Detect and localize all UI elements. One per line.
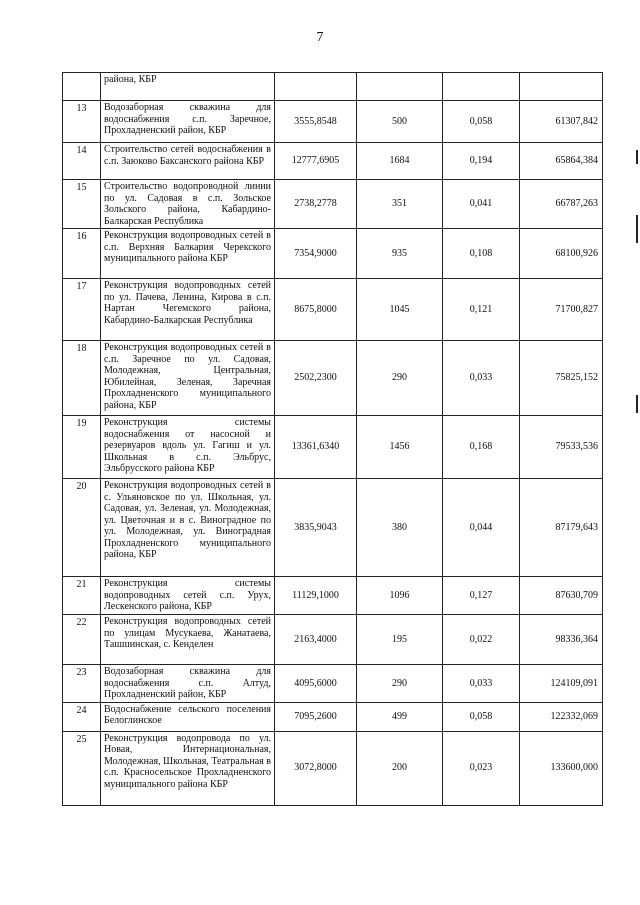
- cost-value: 3072,8000: [275, 731, 357, 805]
- table-cell: [357, 73, 443, 101]
- continuation-row: [63, 73, 603, 101]
- row-number: 19: [63, 416, 101, 479]
- ratio-value: 0,041: [443, 180, 520, 229]
- cost-value: 2738,2778: [275, 180, 357, 229]
- row-number: 16: [63, 229, 101, 279]
- page-number: 7: [316, 30, 324, 45]
- project-name: Реконструкция водопроводных сетей в с.п. Верхняя Балкария Черекского муниципального района КБР: [101, 229, 275, 279]
- table-row: [63, 665, 603, 703]
- cost-value: 7354,9000: [275, 229, 357, 279]
- ratio-value: 0,194: [443, 143, 520, 180]
- table-cell: [275, 73, 357, 101]
- ratio-value: 0,033: [443, 341, 520, 416]
- count-value: 351: [357, 180, 443, 229]
- cost-value: 3555,8548: [275, 101, 357, 143]
- row-number: 24: [63, 702, 101, 731]
- unit-cost-value: 61307,842: [520, 101, 603, 143]
- count-value: 1096: [357, 577, 443, 615]
- cost-value: 2163,4000: [275, 615, 357, 665]
- scan-edge-mark: [636, 150, 638, 164]
- ratio-value: 0,168: [443, 416, 520, 479]
- unit-cost-value: 87630,709: [520, 577, 603, 615]
- row-number: 17: [63, 279, 101, 341]
- count-value: 290: [357, 665, 443, 703]
- ratio-value: 0,033: [443, 665, 520, 703]
- ratio-value: 0,023: [443, 731, 520, 805]
- table-row: [63, 615, 603, 665]
- continuation-text: района, КБР: [101, 73, 275, 101]
- table-row: [63, 279, 603, 341]
- table-row: [63, 229, 603, 279]
- table-row: [63, 101, 603, 143]
- unit-cost-value: 75825,152: [520, 341, 603, 416]
- unit-cost-value: 66787,263: [520, 180, 603, 229]
- count-value: 499: [357, 702, 443, 731]
- count-value: 200: [357, 731, 443, 805]
- project-name: Реконструкция системы водоснабжения от насосной и резервуаров вдоль ул. Гагиш и ул. Школьная в с.п. Эльбрус, Эльбрусского района КБР: [101, 416, 275, 479]
- ratio-value: 0,108: [443, 229, 520, 279]
- unit-cost-value: 79533,536: [520, 416, 603, 479]
- ratio-value: 0,044: [443, 479, 520, 577]
- cost-value: 12777,6905: [275, 143, 357, 180]
- cost-value: 2502,2300: [275, 341, 357, 416]
- row-number: 15: [63, 180, 101, 229]
- count-value: 500: [357, 101, 443, 143]
- project-name: Реконструкция водопроводных сетей в с. Ульяновское по ул. Школьная, ул. Садовая, ул. Зеленая, ул. Молодежная, ул. Цветочная и в с. Виноградное по ул. Молодежная, ул. Виноградная Прохладненского муниципального района, КБР: [101, 479, 275, 577]
- count-value: 1456: [357, 416, 443, 479]
- ratio-value: 0,058: [443, 101, 520, 143]
- scan-edge-mark: [636, 395, 638, 413]
- project-name: Реконструкция водопроводных сетей по улицам Мусукаева, Жанатаева, Ташшинская, с. Кенделен: [101, 615, 275, 665]
- project-name: Строительство водопроводной линии по ул. Садовая в с.п. Зольское Зольского района, Кабардино-Балкарская Республика: [101, 180, 275, 229]
- row-number: 23: [63, 665, 101, 703]
- project-name: Реконструкция водопроводных сетей в с.п. Заречное по ул. Садовая, Молодежная, Центральная, Юбилейная, Зеленая, Заречная Прохладненского муниципального района, КБР: [101, 341, 275, 416]
- table-row: [63, 479, 603, 577]
- cost-value: 11129,1000: [275, 577, 357, 615]
- projects-table: [62, 72, 603, 806]
- row-number: 22: [63, 615, 101, 665]
- ratio-value: 0,127: [443, 577, 520, 615]
- project-name: Водозаборная скважина для водоснабжения с.п. Алтуд, Прохладненский район, КБР: [101, 665, 275, 703]
- project-name: Реконструкция водопровода по ул. Новая, Интернациональная, Молодежная, Школьная, Театральная в с.п. Красносельское Прохладненского муниципального района КБР: [101, 731, 275, 805]
- row-number: 14: [63, 143, 101, 180]
- row-number: 21: [63, 577, 101, 615]
- count-value: 290: [357, 341, 443, 416]
- cost-value: 13361,6340: [275, 416, 357, 479]
- table-row: [63, 577, 603, 615]
- ratio-value: 0,022: [443, 615, 520, 665]
- table-row: [63, 702, 603, 731]
- scan-edge-mark: [636, 215, 638, 243]
- count-value: 1684: [357, 143, 443, 180]
- project-name: Строительство сетей водоснабжения в с.п. Заюково Баксанского района КБР: [101, 143, 275, 180]
- table-cell: [520, 73, 603, 101]
- unit-cost-value: 98336,364: [520, 615, 603, 665]
- project-name: Водоснабжение сельского поселения Белоглинское: [101, 702, 275, 731]
- ratio-value: 0,058: [443, 702, 520, 731]
- cost-value: 4095,6000: [275, 665, 357, 703]
- count-value: 380: [357, 479, 443, 577]
- cost-value: 8675,8000: [275, 279, 357, 341]
- table-row: [63, 416, 603, 479]
- unit-cost-value: 71700,827: [520, 279, 603, 341]
- count-value: 935: [357, 229, 443, 279]
- cost-value: 3835,9043: [275, 479, 357, 577]
- row-number: 13: [63, 101, 101, 143]
- unit-cost-value: 87179,643: [520, 479, 603, 577]
- project-name: Водозаборная скважина для водоснабжения с.п. Заречное, Прохладненский район, КБР: [101, 101, 275, 143]
- ratio-value: 0,121: [443, 279, 520, 341]
- unit-cost-value: 124109,091: [520, 665, 603, 703]
- table-row: [63, 143, 603, 180]
- row-number: 18: [63, 341, 101, 416]
- unit-cost-value: 68100,926: [520, 229, 603, 279]
- cost-value: 7095,2600: [275, 702, 357, 731]
- unit-cost-value: 122332,069: [520, 702, 603, 731]
- count-value: 1045: [357, 279, 443, 341]
- project-name: Реконструкция водопроводных сетей по ул. Пачева, Ленина, Кирова в с.п. Нартан Чегемского района, Кабардино-Балкарская Республика: [101, 279, 275, 341]
- row-number: 25: [63, 731, 101, 805]
- table-cell: [63, 73, 101, 101]
- table-cell: [443, 73, 520, 101]
- project-name: Реконструкция системы водопроводных сетей с.п. Урух, Лескенского района, КБР: [101, 577, 275, 615]
- unit-cost-value: 65864,384: [520, 143, 603, 180]
- unit-cost-value: 133600,000: [520, 731, 603, 805]
- row-number: 20: [63, 479, 101, 577]
- table-row: [63, 731, 603, 805]
- table-row: [63, 341, 603, 416]
- table-row: [63, 180, 603, 229]
- count-value: 195: [357, 615, 443, 665]
